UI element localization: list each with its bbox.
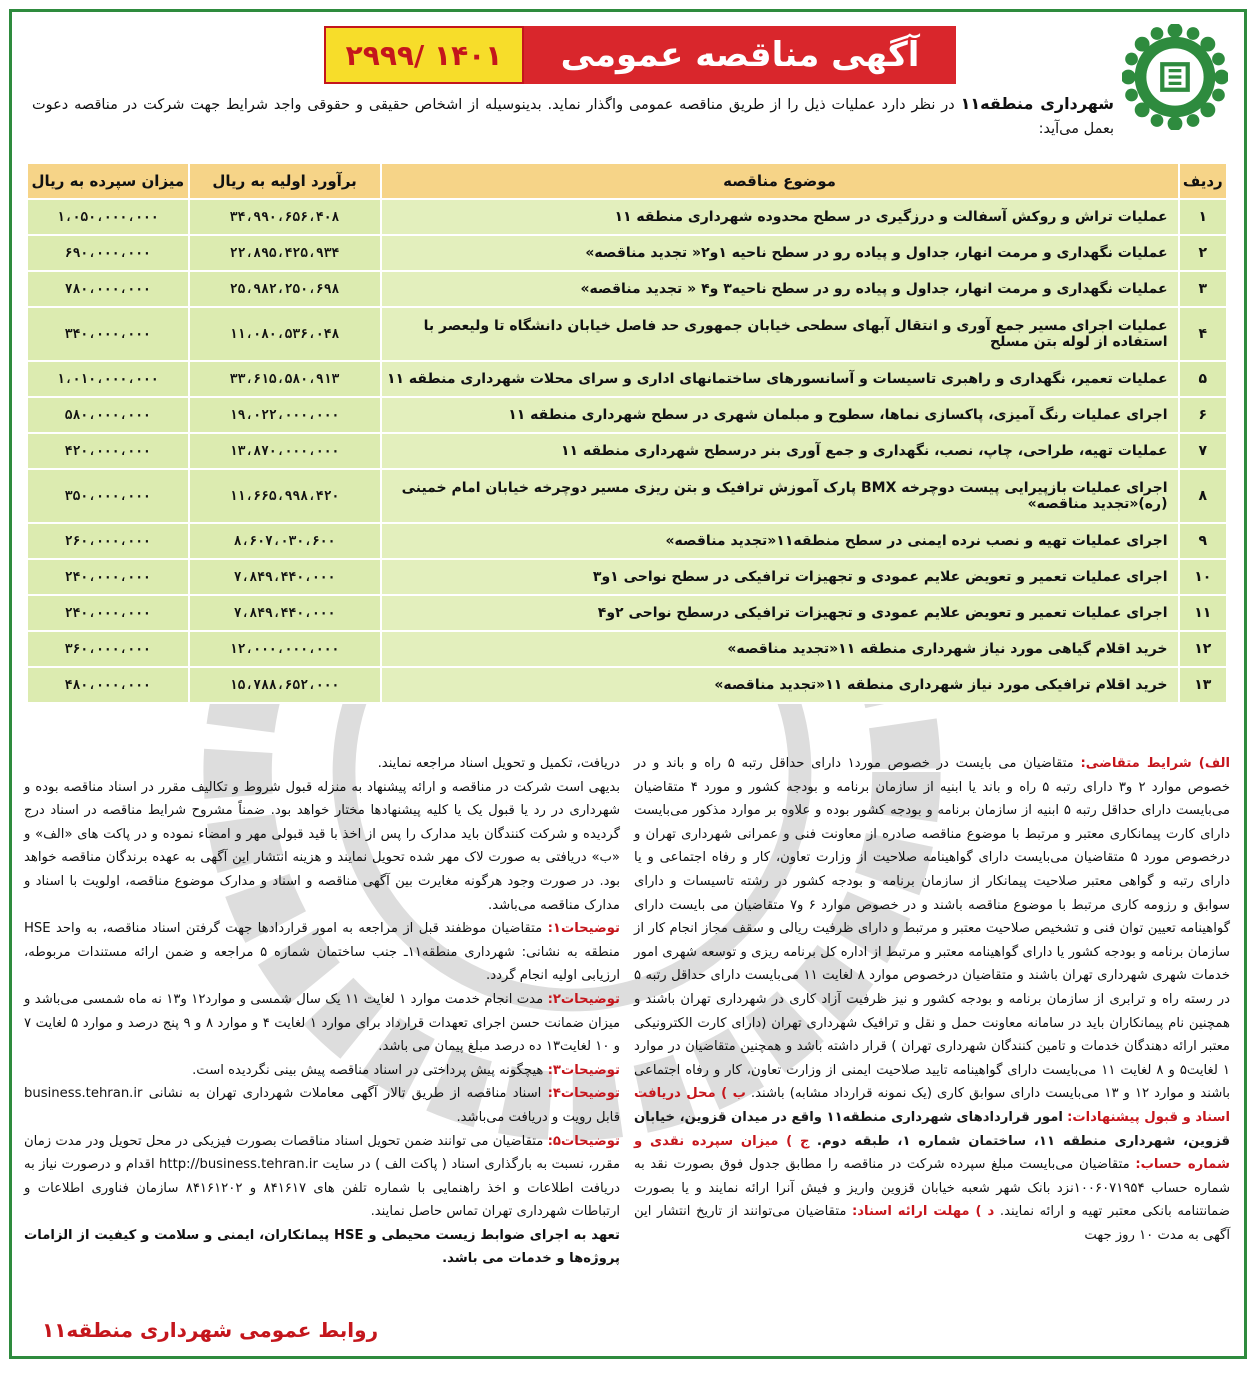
table-row bbox=[27, 631, 1227, 667]
row-subject: عملیات نگهداری و مرمت انهار، جداول و پیاده رو در سطح ناحیه ۱و۲« تجدید مناقصه» bbox=[381, 235, 1179, 271]
row-deposit: ۲۴۰،۰۰۰،۰۰۰ bbox=[27, 559, 189, 595]
table-row bbox=[27, 397, 1227, 433]
section-be-text: امور قراردادهای شهرداری منطقه۱۱ واقع در میدان قزوین، خیابان قزوین، شهرداری منطقه ۱۱، ساختمان شماره ۱، طبقه دوم. bbox=[634, 1109, 1231, 1149]
note-3-title: توضیحات۳: bbox=[547, 1062, 620, 1078]
row-subject: اجرای عملیات تعمیر و تعویض علایم عمودی و تجهیزات ترافیکی درسطح نواحی ۲و۴ bbox=[381, 595, 1179, 631]
header-deposit: میزان سپرده به ریال bbox=[27, 163, 189, 199]
row-number: ۵ bbox=[1179, 361, 1227, 397]
table-row bbox=[27, 307, 1227, 361]
row-estimate: ۱۱،۰۸۰،۵۳۶،۰۴۸ bbox=[189, 307, 381, 361]
row-number: ۹ bbox=[1179, 523, 1227, 559]
row-deposit: ۲۴۰،۰۰۰،۰۰۰ bbox=[27, 595, 189, 631]
conditions-column bbox=[634, 752, 1230, 1247]
row-subject: عملیات اجرای مسیر جمع آوری و انتقال آبهای سطحی خیابان جمهوری حد فاصل خیابان دانشگاه تا ولیعصر با استفاده از لوله بتن مسلح bbox=[381, 307, 1179, 361]
row-number: ۶ bbox=[1179, 397, 1227, 433]
row-subject: اجرای عملیات تعمیر و تعویض علایم عمودی و تجهیزات ترافیکی در سطح نواحی ۱و۳ bbox=[381, 559, 1179, 595]
notice-number: ۲۹۹۹/ ۱۴۰۱ bbox=[324, 26, 524, 84]
header-subject: موضوع مناقصه bbox=[381, 163, 1179, 199]
row-number: ۲ bbox=[1179, 235, 1227, 271]
row-number: ۳ bbox=[1179, 271, 1227, 307]
note-1 bbox=[24, 917, 620, 988]
table-row bbox=[27, 199, 1227, 235]
table-row bbox=[27, 469, 1227, 523]
row-deposit: ۴۸۰،۰۰۰،۰۰۰ bbox=[27, 667, 189, 703]
section-dal-text: متقاضیان می‌توانند از تاریخ انتشار این آگهی به مدت ۱۰ روز جهت bbox=[634, 1204, 1230, 1243]
row-deposit: ۶۹۰،۰۰۰،۰۰۰ bbox=[27, 235, 189, 271]
row-subject: عملیات تراش و روکش آسفالت و درزگیری در سطح محدوده شهرداری منطقه ۱۱ bbox=[381, 199, 1179, 235]
row-estimate: ۱۵،۷۸۸،۶۵۲،۰۰۰ bbox=[189, 667, 381, 703]
title-banner bbox=[324, 26, 956, 84]
note-3-text: هیچگونه پیش پرداختی در اسناد مناقصه پیش بینی نگردیده است. bbox=[192, 1062, 544, 1078]
row-estimate: ۲۲،۸۹۵،۴۲۵،۹۳۴ bbox=[189, 235, 381, 271]
table-row bbox=[27, 523, 1227, 559]
tender-notice bbox=[9, 9, 1247, 1359]
table-row bbox=[27, 271, 1227, 307]
row-number: ۱۳ bbox=[1179, 667, 1227, 703]
row-estimate: ۱۱،۶۶۵،۹۹۸،۴۲۰ bbox=[189, 469, 381, 523]
row-number: ۷ bbox=[1179, 433, 1227, 469]
row-subject: اجرای عملیات تهیه و نصب نرده ایمنی در سطح منطقه۱۱«تجدید مناقصه» bbox=[381, 523, 1179, 559]
intro-text: در نظر دارد عملیات ذیل را از طریق مناقصه عمومی واگذار نماید. بدینوسیله از اشخاص حقیقی و حقوقی واجد شرایط جهت شرکت در مناقصه دعوت بعمل می‌آید: bbox=[32, 97, 1114, 137]
note-3 bbox=[24, 1059, 620, 1083]
row-subject: عملیات تهیه، طراحی، چاپ، نصب، نگهداری و جمع آوری بنر درسطح شهرداری منطقه ۱۱ bbox=[381, 433, 1179, 469]
row-estimate: ۱۹،۰۲۲،۰۰۰،۰۰۰ bbox=[189, 397, 381, 433]
row-subject: عملیات نگهداری و مرمت انهار، جداول و پیاده رو در سطح ناحیه۳ و۴ « تجدید مناقصه» bbox=[381, 271, 1179, 307]
row-number: ۱۲ bbox=[1179, 631, 1227, 667]
notice-title: آگهی مناقصه عمومی bbox=[524, 26, 956, 84]
row-estimate: ۲۵،۹۸۲،۲۵۰،۶۹۸ bbox=[189, 271, 381, 307]
row-subject: خرید اقلام ترافیکی مورد نیاز شهرداری منطقه ۱۱«تجدید مناقصه» bbox=[381, 667, 1179, 703]
row-number: ۸ bbox=[1179, 469, 1227, 523]
row-number: ۱۱ bbox=[1179, 595, 1227, 631]
row-subject: عملیات تعمیر، نگهداری و راهبری تاسیسات و آسانسورهای ساختمانهای اداری و سرای محلات شهرداری منطقه ۱۱ bbox=[381, 361, 1179, 397]
table-header-row bbox=[27, 163, 1227, 199]
note-4-title: توضیحات۴: bbox=[547, 1086, 620, 1102]
row-deposit: ۴۲۰،۰۰۰،۰۰۰ bbox=[27, 433, 189, 469]
row-estimate: ۷،۸۴۹،۴۴۰،۰۰۰ bbox=[189, 595, 381, 631]
row-estimate: ۷،۸۴۹،۴۴۰،۰۰۰ bbox=[189, 559, 381, 595]
table-row bbox=[27, 667, 1227, 703]
row-number: ۱۰ bbox=[1179, 559, 1227, 595]
row-estimate: ۱۲،۰۰۰،۰۰۰،۰۰۰ bbox=[189, 631, 381, 667]
public-relations-signature: روابط عمومی شهرداری منطقه۱۱ bbox=[42, 1318, 379, 1342]
note-4-text: اسناد مناقصه از طریق تالار آگهی معاملات شهرداری تهران به نشانی business.tehran.ir قابل رویت و دریافت می‌باشد. bbox=[24, 1086, 620, 1125]
table-row bbox=[27, 235, 1227, 271]
tender-table bbox=[26, 162, 1228, 704]
row-estimate: ۱۳،۸۷۰،۰۰۰،۰۰۰ bbox=[189, 433, 381, 469]
municipality-logo-icon bbox=[1122, 24, 1228, 130]
section-jim-title: ج ) میزان سپرده نقدی و شماره حساب: bbox=[634, 1133, 1230, 1173]
row-deposit: ۳۴۰،۰۰۰،۰۰۰ bbox=[27, 307, 189, 361]
row-estimate: ۸،۶۰۷،۰۳۰،۶۰۰ bbox=[189, 523, 381, 559]
table-row bbox=[27, 361, 1227, 397]
section-jim-text: متقاضیان می‌بایست مبلغ سپرده شرکت در مناقصه را مطابق جدول فوق بصورت نقد به شماره حساب ۱۰۰۶۰۷۱۹۵۴نزد بانک شهر شعبه خیابان قزوین واریز و فیش آنرا ارائه نمایند و یا بصورت ضمانتنامه بانکی معتبر تهیه و ارائه نمایند. bbox=[634, 1157, 1230, 1220]
row-number: ۱ bbox=[1179, 199, 1227, 235]
note-2 bbox=[24, 988, 620, 1059]
notes-column bbox=[24, 752, 620, 1271]
row-deposit: ۳۶۰،۰۰۰،۰۰۰ bbox=[27, 631, 189, 667]
row-deposit: ۲۶۰،۰۰۰،۰۰۰ bbox=[27, 523, 189, 559]
header-row-number: ردیف bbox=[1179, 163, 1227, 199]
organization-name: شهرداری منطقه۱۱ bbox=[960, 94, 1115, 113]
row-estimate: ۳۴،۹۹۰،۶۵۶،۴۰۸ bbox=[189, 199, 381, 235]
row-subject: خرید اقلام گیاهی مورد نیاز شهرداری منطقه ۱۱«تجدید مناقصه» bbox=[381, 631, 1179, 667]
hse-commitment: تعهد به اجرای ضوابط زیست محیطی و HSE پیمانکاران، ایمنی و سلامت و کیفیت از الزامات پروژه‌ها و خدمات می باشد. bbox=[24, 1227, 620, 1267]
continuation-text: دریافت، تکمیل و تحویل اسناد مراجعه نمایند. bbox=[377, 756, 620, 771]
note-2-text: مدت انجام خدمت موارد ۱ لغایت ۱۱ یک سال شمسی و موارد۱۲ و۱۳ نه ماه شمسی می‌باشد و میزان ضمانت حسن اجرای تعهدات قرارداد برای موارد ۱ لغایت ۴ و موارد ۸ و ۹ پنج درصد و موارد ۵ لغایت ۷ و ۱۰ لغایت۱۳ ده درصد مبلغ پیمان می باشد. bbox=[24, 991, 621, 1055]
note-4 bbox=[24, 1082, 620, 1129]
row-subject: اجرای عملیات بازپیرایی پیست دوچرخه BMX پارک آموزش ترافیک و بتن ریزی مسیر دوچرخه خیابان امام خمینی (ره)«تجدید مناقصه» bbox=[381, 469, 1179, 523]
section-be-title: ب ) محل دریافت اسناد و قبول پیشنهادات: bbox=[634, 1086, 1230, 1125]
section-alef-title: الف) شرایط متقاضی: bbox=[1080, 756, 1230, 771]
row-deposit: ۳۵۰،۰۰۰،۰۰۰ bbox=[27, 469, 189, 523]
note-1-title: توضیحات۱: bbox=[547, 921, 620, 937]
header-estimate: برآورد اولیه به ریال bbox=[189, 163, 381, 199]
row-deposit: ۱،۰۵۰،۰۰۰،۰۰۰ bbox=[27, 199, 189, 235]
row-deposit: ۷۸۰،۰۰۰،۰۰۰ bbox=[27, 271, 189, 307]
note-1-text: متقاضیان موظفند قبل از مراجعه به امور قراردادها جهت گرفتن اسناد مناقصه، به واحد HSE منطقه به نشانی: شهرداری منطقه۱۱ـ جنب ساختمان شماره ۵ مراجعه و ضمن ارائه مستندات مربوطه، ارزیابی اولیه انجام گردد. bbox=[24, 921, 620, 984]
general-conditions: بدیهی است شرکت در مناقصه و ارائه پیشنهاد به منزله قبول شروط و تکالیف مقرر در اسناد مناقصه بوده و شهرداری در رد یا قبول یک یا کلیه پیشنهادها مختار خواهد بود. ضمناً مشروح شرایط مناقصه در اسناد درج گردیده و شرکت کنندگان باید مدارک را پس از اخذ با قید قبولی مهر و امضاء نموده و در پاکت های «الف» و «ب» دریافتی به صورت لاک مهر شده تحویل نمایند و هزینه انتشار این آگهی به عهده برندگان مناقصه خواهد بود. در صورت وجود هرگونه مغایرت بین آگهی مناقصه و اسناد و مدارک موضوع مناقصه، اولویت با اسناد و مدارک مناقصه می‌باشد. bbox=[24, 779, 620, 913]
row-deposit: ۵۸۰،۰۰۰،۰۰۰ bbox=[27, 397, 189, 433]
note-5-text: متقاضیان می توانند ضمن تحویل اسناد مناقصات بصورت فیزیکی در محل تحویل ودر مدت زمان مقرر، نسبت به بارگذاری اسناد ( پاکت الف ) در سایت http://business.tehran.ir اقدام و درصورت نیاز به دریافت اطلاعات و اخذ راهنمایی با شماره تلفن های ۸۴۱۶۱۷ و ۸۴۱۶۱۲۰۲ سازمان فناوری اطلاعات و ارتباطات شهرداری تهران تماس حاصل نمایند. bbox=[24, 1133, 621, 1220]
intro-paragraph bbox=[32, 92, 1114, 141]
row-number: ۴ bbox=[1179, 307, 1227, 361]
table-row bbox=[27, 559, 1227, 595]
note-2-title: توضیحات۲: bbox=[547, 991, 620, 1007]
row-estimate: ۳۳،۶۱۵،۵۸۰،۹۱۳ bbox=[189, 361, 381, 397]
section-alef-text: متقاضیان می بایست در خصوص مورد۱ دارای حداقل رتبه ۵ راه و باند و در خصوص موارد ۲ و۳ دارای رتبه ۵ راه و باند یا ابنیه از سازمان برنامه و بودجه کشور و مورد ۴ متقاضیان می‌بایست دارای حداقل رتبه ۵ ابنیه از سازمان برنامه و بودجه کشور بوده و علاوه بر موارد مذکور می‌بایست دارای کارت پیمانکاری معتبر و مرتبط با موضوع مناقصه صادره از معاونت فنی و عمرانی شهرداری تهران و درخصوص مورد ۵ متقاضیان می‌بایست دارای گواهینامه صلاحیت از وزارت تعاون، کار و رفاه اجتماعی و یا دارای رتبه و گواهی معتبر صلاحیت پیمانکار از سازمان برنامه و بودجه کشور در رشته تاسیسات و دارای سوابق و رزومه کاری مرتبط با موضوع مناقصه باشند و در خصوص موارد ۶ و۷ متقاضیان می بایست دارای گواهینامه تعیین توان فنی و تشخیص صلاحیت معتبر و مرتبط و دارای ظرفیت ریالی و سقف مجاز انجام کار از سازمان برنامه و بودجه کشور یا دارای گواهینامه معتبر و مرتبط از اداره کل برنامه ریزی و توسعه شهری امور خدمات شهری شهرداری تهران باشند و متقاضیان درخصوص موارد ۸ لغایت ۱۱ می‌بایست دارای حداقل رتبه ۵ در رسته راه و ترابری از سازمان برنامه و بودجه کشور و نیز ظرفیت آزاد کاری در شهرداری تهران باشند و همچنین نام پیمانکاران باید در سامانه معاونت حمل و نقل و ترافیک شهرداری تهران (دارای کارت الکترونیکی معتبر ارائه دهندگان خدمات و تامین کنندگان شهرداری تهران ) قرار داشته باشد و همچنین متقاضیان در موارد ۱ لغایت۵ و ۸ لغایت ۱۱ می‌بایست دارای گواهینامه تایید صلاحیت ایمنی از وزارت تعاون، کار و رفاه اجتماعی باشند و موارد ۱۲ و ۱۳ می‌بایست دارای سوابق کاری (یک نمونه قرارداد مشابه) باشند. bbox=[634, 756, 1231, 1102]
note-5-title: توضیحات۵: bbox=[547, 1133, 620, 1149]
row-subject: اجرای عملیات رنگ آمیزی، پاکسازی نماها، سطوح و مبلمان شهری در سطح شهرداری منطقه ۱۱ bbox=[381, 397, 1179, 433]
note-5 bbox=[24, 1130, 620, 1224]
section-dal-title: د ) مهلت ارائه اسناد: bbox=[851, 1204, 995, 1220]
table-row bbox=[27, 595, 1227, 631]
table-row bbox=[27, 433, 1227, 469]
row-deposit: ۱،۰۱۰،۰۰۰،۰۰۰ bbox=[27, 361, 189, 397]
